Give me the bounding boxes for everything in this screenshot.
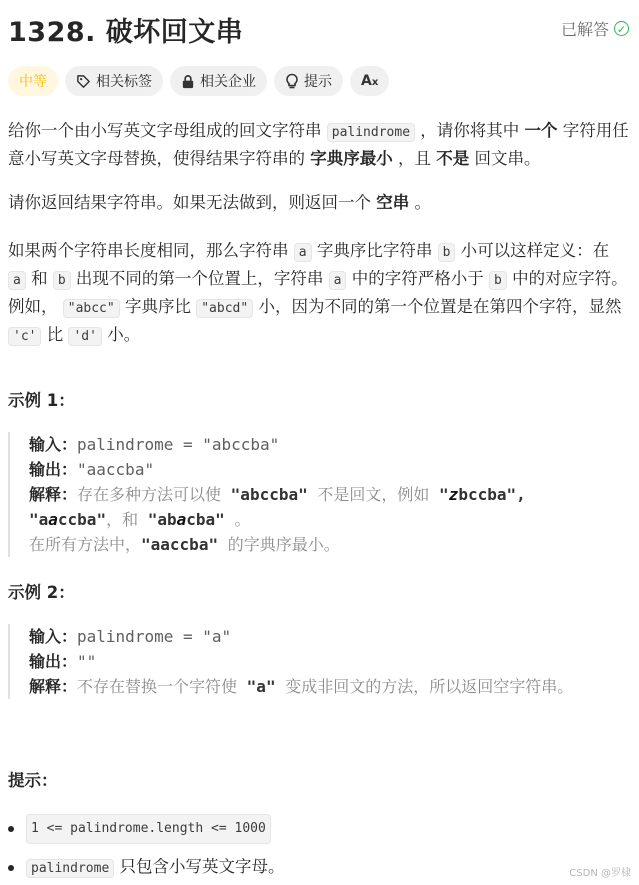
solved-label: 已解答: [560, 20, 609, 39]
solved-status: [561, 17, 629, 40]
lightbulb-icon: [285, 73, 299, 89]
desc-paragraph-2: 请你返回结果字符串。如果无法做到，则返回一个 空串 。: [8, 193, 431, 212]
watermark: CSDN @罗棣: [569, 868, 631, 879]
example-1-block: 输入：palindrome = "abccba" 输出："aaccba" 解释：存在多种方法可以使 "abccba" 不是回文，例如 "zbccba", "aaccba"，和 "abacba" 。 在所有方法中，"aaccba" 的字典序最小。: [8, 432, 631, 557]
title-row: [0, 0, 639, 60]
bullet-icon: [8, 826, 14, 832]
example-2-block: 输入：palindrome = "a" 输出："" 解释：不存在替换一个字符使 "a" 变成非回文的方法，所以返回空字符串。: [8, 624, 631, 699]
tag-bar: [8, 66, 389, 96]
tips-heading: 提示：: [8, 771, 58, 790]
check-circle-icon: ✓: [614, 21, 629, 36]
example-2-heading: 示例 2：: [8, 583, 75, 602]
related-companies-button[interactable]: [170, 66, 267, 96]
desc-paragraph-3: 如果两个字符串长度相同，那么字符串 a 字典序比字符串 b 小可以这样定义：在 a 和 b 出现不同的第一个位置上，字符串 a 中的字符严格小于 b 中的对应字符。例如， "abcc" 字典序比 "abcd" 小，因为不同的第一个位置是在第四个字符，显然 'c' 比 'd' 小。: [8, 241, 628, 344]
inline-code: palindrome: [327, 123, 415, 142]
tip-item: 1 <= palindrome.length <= 1000: [8, 814, 271, 844]
translate-button[interactable]: [350, 66, 389, 96]
hint-label: 提示: [304, 74, 332, 90]
desc-paragraph-1: 给你一个由小写英文字母组成的回文字符串 palindrome ，请你将其中 一个 字符用任意小写英文字母替换，使得结果字符串的 字典序最小 ，且 不是 回文串。: [8, 121, 629, 168]
related-tags-label: 相关标签: [96, 74, 152, 90]
related-tags-button[interactable]: [65, 66, 163, 96]
related-companies-label: 相关企业: [200, 74, 256, 90]
bullet-icon: [8, 865, 14, 871]
example-1-heading: 示例 1：: [8, 391, 75, 410]
tip-item: palindrome 只包含小写英文字母。: [8, 854, 285, 882]
translate-icon: Ax: [361, 73, 379, 89]
page-title: 1328. 破坏回文串: [8, 17, 244, 48]
tag-icon: [76, 74, 91, 89]
lock-icon: [181, 74, 195, 89]
difficulty-label: 中等: [19, 74, 47, 90]
difficulty-tag[interactable]: [8, 66, 58, 96]
hint-button[interactable]: [274, 66, 343, 96]
